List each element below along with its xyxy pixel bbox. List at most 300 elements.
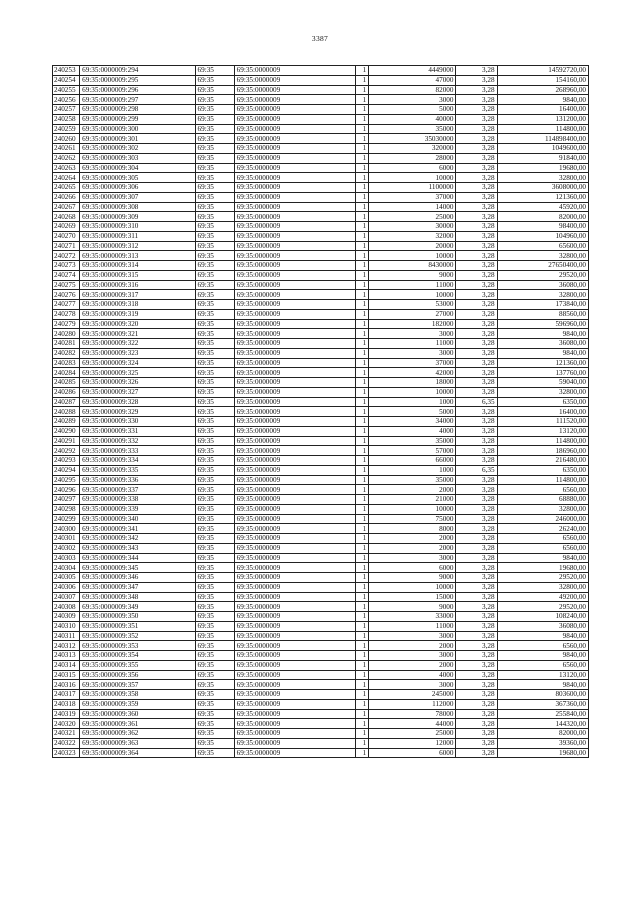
rate-cell: 3,28 bbox=[456, 261, 497, 271]
district-code-cell: 69:35 bbox=[195, 153, 234, 163]
district-code-cell: 69:35 bbox=[195, 651, 234, 661]
table-row bbox=[53, 690, 589, 700]
rate-cell: 3,28 bbox=[456, 75, 497, 85]
rate-cell: 3,28 bbox=[456, 85, 497, 95]
table-row bbox=[53, 114, 589, 124]
total-cell: 82000,00 bbox=[497, 212, 588, 222]
district-code-cell: 69:35 bbox=[195, 436, 234, 446]
quarter-code-cell: 69:35:0000009 bbox=[234, 144, 355, 154]
quarter-code-cell: 69:35:0000009 bbox=[234, 319, 355, 329]
rate-cell: 3,28 bbox=[456, 631, 497, 641]
count-cell: 1 bbox=[356, 524, 369, 534]
area-cell: 15000 bbox=[369, 592, 456, 602]
table-row bbox=[53, 426, 589, 436]
quarter-code-cell: 69:35:0000009 bbox=[234, 183, 355, 193]
district-code-cell: 69:35 bbox=[195, 397, 234, 407]
total-cell: 108240,00 bbox=[497, 612, 588, 622]
area-cell: 4449000 bbox=[369, 66, 456, 76]
district-code-cell: 69:35 bbox=[195, 231, 234, 241]
cadastral-number-cell: 69:35:0000009:339 bbox=[80, 504, 195, 514]
rate-cell: 3,28 bbox=[456, 543, 497, 553]
cadastral-number-cell: 69:35:0000009:297 bbox=[80, 95, 195, 105]
count-cell: 1 bbox=[356, 485, 369, 495]
total-cell: 39360,00 bbox=[497, 738, 588, 748]
table-row bbox=[53, 456, 589, 466]
table-row bbox=[53, 368, 589, 378]
district-code-cell: 69:35 bbox=[195, 612, 234, 622]
district-code-cell: 69:35 bbox=[195, 163, 234, 173]
district-code-cell: 69:35 bbox=[195, 641, 234, 651]
rate-cell: 6,35 bbox=[456, 465, 497, 475]
quarter-code-cell: 69:35:0000009 bbox=[234, 85, 355, 95]
area-cell: 35000 bbox=[369, 475, 456, 485]
count-cell: 1 bbox=[356, 446, 369, 456]
rate-cell: 3,28 bbox=[456, 573, 497, 583]
row-id-cell: 240291 bbox=[53, 436, 80, 446]
cadastral-number-cell: 69:35:0000009:301 bbox=[80, 134, 195, 144]
quarter-code-cell: 69:35:0000009 bbox=[234, 290, 355, 300]
area-cell: 82000 bbox=[369, 85, 456, 95]
cadastral-number-cell: 69:35:0000009:338 bbox=[80, 495, 195, 505]
row-id-cell: 240309 bbox=[53, 612, 80, 622]
area-cell: 35000 bbox=[369, 124, 456, 134]
rate-cell: 3,28 bbox=[456, 504, 497, 514]
total-cell: 9840,00 bbox=[497, 553, 588, 563]
table-row bbox=[53, 397, 589, 407]
count-cell: 1 bbox=[356, 378, 369, 388]
total-cell: 32800,00 bbox=[497, 251, 588, 261]
row-id-cell: 240288 bbox=[53, 407, 80, 417]
table-row bbox=[53, 485, 589, 495]
total-cell: 19680,00 bbox=[497, 163, 588, 173]
row-id-cell: 240295 bbox=[53, 475, 80, 485]
district-code-cell: 69:35 bbox=[195, 690, 234, 700]
quarter-code-cell: 69:35:0000009 bbox=[234, 631, 355, 641]
total-cell: 29520,00 bbox=[497, 270, 588, 280]
cadastral-number-cell: 69:35:0000009:309 bbox=[80, 212, 195, 222]
district-code-cell: 69:35 bbox=[195, 592, 234, 602]
district-code-cell: 69:35 bbox=[195, 485, 234, 495]
rate-cell: 3,28 bbox=[456, 602, 497, 612]
row-id-cell: 240313 bbox=[53, 651, 80, 661]
area-cell: 6000 bbox=[369, 748, 456, 758]
total-cell: 1049600,00 bbox=[497, 144, 588, 154]
district-code-cell: 69:35 bbox=[195, 709, 234, 719]
total-cell: 45920,00 bbox=[497, 202, 588, 212]
quarter-code-cell: 69:35:0000009 bbox=[234, 612, 355, 622]
quarter-code-cell: 69:35:0000009 bbox=[234, 397, 355, 407]
district-code-cell: 69:35 bbox=[195, 309, 234, 319]
count-cell: 1 bbox=[356, 514, 369, 524]
cadastral-number-cell: 69:35:0000009:334 bbox=[80, 456, 195, 466]
count-cell: 1 bbox=[356, 729, 369, 739]
row-id-cell: 240269 bbox=[53, 222, 80, 232]
count-cell: 1 bbox=[356, 251, 369, 261]
total-cell: 13120,00 bbox=[497, 426, 588, 436]
area-cell: 4000 bbox=[369, 670, 456, 680]
rate-cell: 3,28 bbox=[456, 680, 497, 690]
table-row bbox=[53, 339, 589, 349]
row-id-cell: 240320 bbox=[53, 719, 80, 729]
row-id-cell: 240317 bbox=[53, 690, 80, 700]
row-id-cell: 240297 bbox=[53, 495, 80, 505]
district-code-cell: 69:35 bbox=[195, 144, 234, 154]
rate-cell: 3,28 bbox=[456, 319, 497, 329]
quarter-code-cell: 69:35:0000009 bbox=[234, 573, 355, 583]
cadastral-number-cell: 69:35:0000009:317 bbox=[80, 290, 195, 300]
quarter-code-cell: 69:35:0000009 bbox=[234, 524, 355, 534]
rate-cell: 3,28 bbox=[456, 339, 497, 349]
rate-cell: 3,28 bbox=[456, 690, 497, 700]
cadastral-number-cell: 69:35:0000009:318 bbox=[80, 300, 195, 310]
total-cell: 19680,00 bbox=[497, 748, 588, 758]
district-code-cell: 69:35 bbox=[195, 504, 234, 514]
total-cell: 9840,00 bbox=[497, 348, 588, 358]
rate-cell: 3,28 bbox=[456, 241, 497, 251]
cadastral-number-cell: 69:35:0000009:362 bbox=[80, 729, 195, 739]
quarter-code-cell: 69:35:0000009 bbox=[234, 465, 355, 475]
district-code-cell: 69:35 bbox=[195, 85, 234, 95]
table-row bbox=[53, 475, 589, 485]
area-cell: 57000 bbox=[369, 446, 456, 456]
area-cell: 25000 bbox=[369, 212, 456, 222]
area-cell: 1000 bbox=[369, 397, 456, 407]
count-cell: 1 bbox=[356, 300, 369, 310]
rate-cell: 3,28 bbox=[456, 446, 497, 456]
total-cell: 246000,00 bbox=[497, 514, 588, 524]
table-row bbox=[53, 251, 589, 261]
row-id-cell: 240254 bbox=[53, 75, 80, 85]
count-cell: 1 bbox=[356, 748, 369, 758]
row-id-cell: 240293 bbox=[53, 456, 80, 466]
total-cell: 268960,00 bbox=[497, 85, 588, 95]
row-id-cell: 240308 bbox=[53, 602, 80, 612]
table-row bbox=[53, 348, 589, 358]
table-row bbox=[53, 85, 589, 95]
row-id-cell: 240298 bbox=[53, 504, 80, 514]
area-cell: 112000 bbox=[369, 699, 456, 709]
ledger-table bbox=[52, 65, 589, 758]
rate-cell: 3,28 bbox=[456, 709, 497, 719]
quarter-code-cell: 69:35:0000009 bbox=[234, 105, 355, 115]
total-cell: 216480,00 bbox=[497, 456, 588, 466]
total-cell: 6560,00 bbox=[497, 641, 588, 651]
total-cell: 131200,00 bbox=[497, 114, 588, 124]
cadastral-number-cell: 69:35:0000009:312 bbox=[80, 241, 195, 251]
quarter-code-cell: 69:35:0000009 bbox=[234, 699, 355, 709]
rate-cell: 3,28 bbox=[456, 329, 497, 339]
quarter-code-cell: 69:35:0000009 bbox=[234, 212, 355, 222]
count-cell: 1 bbox=[356, 212, 369, 222]
quarter-code-cell: 69:35:0000009 bbox=[234, 300, 355, 310]
cadastral-number-cell: 69:35:0000009:357 bbox=[80, 680, 195, 690]
table-row bbox=[53, 231, 589, 241]
cadastral-number-cell: 69:35:0000009:344 bbox=[80, 553, 195, 563]
quarter-code-cell: 69:35:0000009 bbox=[234, 339, 355, 349]
row-id-cell: 240275 bbox=[53, 280, 80, 290]
row-id-cell: 240310 bbox=[53, 621, 80, 631]
district-code-cell: 69:35 bbox=[195, 124, 234, 134]
quarter-code-cell: 69:35:0000009 bbox=[234, 407, 355, 417]
count-cell: 1 bbox=[356, 436, 369, 446]
cadastral-number-cell: 69:35:0000009:313 bbox=[80, 251, 195, 261]
total-cell: 36080,00 bbox=[497, 621, 588, 631]
quarter-code-cell: 69:35:0000009 bbox=[234, 309, 355, 319]
quarter-code-cell: 69:35:0000009 bbox=[234, 690, 355, 700]
rate-cell: 3,28 bbox=[456, 231, 497, 241]
row-id-cell: 240311 bbox=[53, 631, 80, 641]
table-row bbox=[53, 553, 589, 563]
row-id-cell: 240272 bbox=[53, 251, 80, 261]
district-code-cell: 69:35 bbox=[195, 173, 234, 183]
district-code-cell: 69:35 bbox=[195, 621, 234, 631]
table-row bbox=[53, 319, 589, 329]
row-id-cell: 240257 bbox=[53, 105, 80, 115]
table-row bbox=[53, 300, 589, 310]
total-cell: 596960,00 bbox=[497, 319, 588, 329]
quarter-code-cell: 69:35:0000009 bbox=[234, 475, 355, 485]
area-cell: 35000 bbox=[369, 436, 456, 446]
row-id-cell: 240292 bbox=[53, 446, 80, 456]
total-cell: 186960,00 bbox=[497, 446, 588, 456]
row-id-cell: 240271 bbox=[53, 241, 80, 251]
district-code-cell: 69:35 bbox=[195, 134, 234, 144]
district-code-cell: 69:35 bbox=[195, 183, 234, 193]
quarter-code-cell: 69:35:0000009 bbox=[234, 95, 355, 105]
cadastral-number-cell: 69:35:0000009:303 bbox=[80, 153, 195, 163]
count-cell: 1 bbox=[356, 641, 369, 651]
row-id-cell: 240296 bbox=[53, 485, 80, 495]
row-id-cell: 240266 bbox=[53, 192, 80, 202]
total-cell: 36080,00 bbox=[497, 280, 588, 290]
count-cell: 1 bbox=[356, 407, 369, 417]
count-cell: 1 bbox=[356, 553, 369, 563]
district-code-cell: 69:35 bbox=[195, 300, 234, 310]
district-code-cell: 69:35 bbox=[195, 514, 234, 524]
quarter-code-cell: 69:35:0000009 bbox=[234, 124, 355, 134]
cadastral-number-cell: 69:35:0000009:306 bbox=[80, 183, 195, 193]
district-code-cell: 69:35 bbox=[195, 75, 234, 85]
row-id-cell: 240289 bbox=[53, 417, 80, 427]
cadastral-number-cell: 69:35:0000009:355 bbox=[80, 660, 195, 670]
table-row bbox=[53, 66, 589, 76]
count-cell: 1 bbox=[356, 173, 369, 183]
table-row bbox=[53, 407, 589, 417]
count-cell: 1 bbox=[356, 612, 369, 622]
area-cell: 6000 bbox=[369, 563, 456, 573]
cadastral-number-cell: 69:35:0000009:358 bbox=[80, 690, 195, 700]
area-cell: 30000 bbox=[369, 222, 456, 232]
district-code-cell: 69:35 bbox=[195, 631, 234, 641]
table-row bbox=[53, 387, 589, 397]
area-cell: 1100000 bbox=[369, 183, 456, 193]
count-cell: 1 bbox=[356, 183, 369, 193]
cadastral-number-cell: 69:35:0000009:363 bbox=[80, 738, 195, 748]
count-cell: 1 bbox=[356, 163, 369, 173]
cadastral-number-cell: 69:35:0000009:353 bbox=[80, 641, 195, 651]
total-cell: 144320,00 bbox=[497, 719, 588, 729]
cadastral-number-cell: 69:35:0000009:329 bbox=[80, 407, 195, 417]
table-row bbox=[53, 173, 589, 183]
quarter-code-cell: 69:35:0000009 bbox=[234, 738, 355, 748]
row-id-cell: 240262 bbox=[53, 153, 80, 163]
cadastral-number-cell: 69:35:0000009:302 bbox=[80, 144, 195, 154]
area-cell: 75000 bbox=[369, 514, 456, 524]
cadastral-number-cell: 69:35:0000009:307 bbox=[80, 192, 195, 202]
count-cell: 1 bbox=[356, 397, 369, 407]
cadastral-number-cell: 69:35:0000009:321 bbox=[80, 329, 195, 339]
area-cell: 12000 bbox=[369, 738, 456, 748]
district-code-cell: 69:35 bbox=[195, 358, 234, 368]
row-id-cell: 240274 bbox=[53, 270, 80, 280]
cadastral-number-cell: 69:35:0000009:310 bbox=[80, 222, 195, 232]
rate-cell: 3,28 bbox=[456, 621, 497, 631]
area-cell: 11000 bbox=[369, 339, 456, 349]
total-cell: 32800,00 bbox=[497, 173, 588, 183]
district-code-cell: 69:35 bbox=[195, 280, 234, 290]
count-cell: 1 bbox=[356, 690, 369, 700]
rate-cell: 3,28 bbox=[456, 114, 497, 124]
quarter-code-cell: 69:35:0000009 bbox=[234, 134, 355, 144]
row-id-cell: 240312 bbox=[53, 641, 80, 651]
total-cell: 32800,00 bbox=[497, 290, 588, 300]
count-cell: 1 bbox=[356, 134, 369, 144]
row-id-cell: 240261 bbox=[53, 144, 80, 154]
table-row bbox=[53, 241, 589, 251]
district-code-cell: 69:35 bbox=[195, 495, 234, 505]
district-code-cell: 69:35 bbox=[195, 212, 234, 222]
total-cell: 6560,00 bbox=[497, 485, 588, 495]
row-id-cell: 240258 bbox=[53, 114, 80, 124]
area-cell: 9000 bbox=[369, 602, 456, 612]
quarter-code-cell: 69:35:0000009 bbox=[234, 709, 355, 719]
quarter-code-cell: 69:35:0000009 bbox=[234, 222, 355, 232]
cadastral-number-cell: 69:35:0000009:320 bbox=[80, 319, 195, 329]
row-id-cell: 240303 bbox=[53, 553, 80, 563]
area-cell: 10000 bbox=[369, 290, 456, 300]
cadastral-number-cell: 69:35:0000009:345 bbox=[80, 563, 195, 573]
quarter-code-cell: 69:35:0000009 bbox=[234, 563, 355, 573]
rate-cell: 3,28 bbox=[456, 192, 497, 202]
table-row bbox=[53, 543, 589, 553]
count-cell: 1 bbox=[356, 105, 369, 115]
count-cell: 1 bbox=[356, 280, 369, 290]
row-id-cell: 240281 bbox=[53, 339, 80, 349]
count-cell: 1 bbox=[356, 602, 369, 612]
cadastral-number-cell: 69:35:0000009:359 bbox=[80, 699, 195, 709]
district-code-cell: 69:35 bbox=[195, 456, 234, 466]
quarter-code-cell: 69:35:0000009 bbox=[234, 660, 355, 670]
total-cell: 114800,00 bbox=[497, 124, 588, 134]
total-cell: 65600,00 bbox=[497, 241, 588, 251]
row-id-cell: 240267 bbox=[53, 202, 80, 212]
table-row bbox=[53, 660, 589, 670]
district-code-cell: 69:35 bbox=[195, 368, 234, 378]
total-cell: 6350,00 bbox=[497, 465, 588, 475]
row-id-cell: 240315 bbox=[53, 670, 80, 680]
rate-cell: 3,28 bbox=[456, 641, 497, 651]
count-cell: 1 bbox=[356, 309, 369, 319]
row-id-cell: 240319 bbox=[53, 709, 80, 719]
count-cell: 1 bbox=[356, 329, 369, 339]
table-row bbox=[53, 153, 589, 163]
count-cell: 1 bbox=[356, 368, 369, 378]
cadastral-number-cell: 69:35:0000009:327 bbox=[80, 387, 195, 397]
table-row bbox=[53, 183, 589, 193]
count-cell: 1 bbox=[356, 153, 369, 163]
district-code-cell: 69:35 bbox=[195, 524, 234, 534]
quarter-code-cell: 69:35:0000009 bbox=[234, 495, 355, 505]
row-id-cell: 240316 bbox=[53, 680, 80, 690]
district-code-cell: 69:35 bbox=[195, 543, 234, 553]
row-id-cell: 240277 bbox=[53, 300, 80, 310]
count-cell: 1 bbox=[356, 66, 369, 76]
cadastral-number-cell: 69:35:0000009:349 bbox=[80, 602, 195, 612]
count-cell: 1 bbox=[356, 582, 369, 592]
quarter-code-cell: 69:35:0000009 bbox=[234, 261, 355, 271]
district-code-cell: 69:35 bbox=[195, 582, 234, 592]
row-id-cell: 240321 bbox=[53, 729, 80, 739]
rate-cell: 3,28 bbox=[456, 163, 497, 173]
row-id-cell: 240280 bbox=[53, 329, 80, 339]
quarter-code-cell: 69:35:0000009 bbox=[234, 241, 355, 251]
area-cell: 1000 bbox=[369, 465, 456, 475]
area-cell: 25000 bbox=[369, 729, 456, 739]
table-row bbox=[53, 192, 589, 202]
cadastral-number-cell: 69:35:0000009:350 bbox=[80, 612, 195, 622]
row-id-cell: 240318 bbox=[53, 699, 80, 709]
district-code-cell: 69:35 bbox=[195, 602, 234, 612]
count-cell: 1 bbox=[356, 534, 369, 544]
rate-cell: 3,28 bbox=[456, 144, 497, 154]
table-row bbox=[53, 417, 589, 427]
total-cell: 82000,00 bbox=[497, 729, 588, 739]
area-cell: 8000 bbox=[369, 524, 456, 534]
count-cell: 1 bbox=[356, 504, 369, 514]
cadastral-number-cell: 69:35:0000009:325 bbox=[80, 368, 195, 378]
area-cell: 5000 bbox=[369, 105, 456, 115]
rate-cell: 3,28 bbox=[456, 524, 497, 534]
count-cell: 1 bbox=[356, 680, 369, 690]
cadastral-number-cell: 69:35:0000009:360 bbox=[80, 709, 195, 719]
area-cell: 20000 bbox=[369, 241, 456, 251]
row-id-cell: 240259 bbox=[53, 124, 80, 134]
quarter-code-cell: 69:35:0000009 bbox=[234, 729, 355, 739]
count-cell: 1 bbox=[356, 95, 369, 105]
table-row bbox=[53, 729, 589, 739]
table-row bbox=[53, 563, 589, 573]
cadastral-number-cell: 69:35:0000009:305 bbox=[80, 173, 195, 183]
rate-cell: 3,28 bbox=[456, 105, 497, 115]
rate-cell: 3,28 bbox=[456, 173, 497, 183]
row-id-cell: 240301 bbox=[53, 534, 80, 544]
table-row bbox=[53, 514, 589, 524]
total-cell: 6560,00 bbox=[497, 660, 588, 670]
area-cell: 3000 bbox=[369, 680, 456, 690]
row-id-cell: 240304 bbox=[53, 563, 80, 573]
district-code-cell: 69:35 bbox=[195, 738, 234, 748]
area-cell: 33000 bbox=[369, 612, 456, 622]
table-row bbox=[53, 495, 589, 505]
row-id-cell: 240307 bbox=[53, 592, 80, 602]
district-code-cell: 69:35 bbox=[195, 563, 234, 573]
row-id-cell: 240282 bbox=[53, 348, 80, 358]
quarter-code-cell: 69:35:0000009 bbox=[234, 504, 355, 514]
rate-cell: 3,28 bbox=[456, 348, 497, 358]
total-cell: 49200,00 bbox=[497, 592, 588, 602]
district-code-cell: 69:35 bbox=[195, 573, 234, 583]
cadastral-number-cell: 69:35:0000009:311 bbox=[80, 231, 195, 241]
